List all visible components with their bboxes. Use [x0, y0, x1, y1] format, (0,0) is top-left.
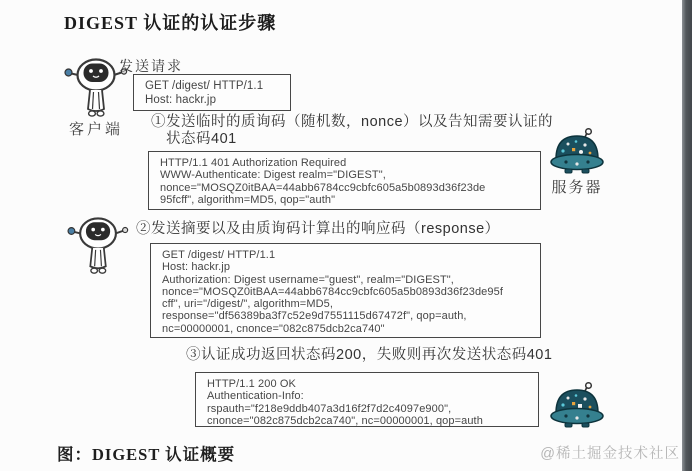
http-line: HTTP/1.1 200 OK — [207, 378, 296, 390]
server-robot-icon — [548, 127, 606, 177]
http-line: nonce="MOSQZ0itBAA=44abb6784cc9cbfc605a5b0893d36f23de95f — [162, 285, 503, 298]
http-401-response-box — [148, 151, 541, 210]
http-line: 95fcff", algorithm=MD5, qop="auth" — [160, 193, 336, 206]
client-robot-icon-2 — [66, 216, 132, 276]
server-label: 服务器 — [551, 179, 603, 196]
http-200-response-box — [195, 372, 539, 427]
http-line: cnonce="082c875dcb2ca740", nc=00000001, qop=auth — [207, 414, 483, 427]
step2-text: ②发送摘要以及由质询码计算出的响应码（response） — [136, 221, 500, 237]
http-auth-request-box — [150, 243, 541, 338]
http-line: Authorization: Digest username="guest", realm="DIGEST", — [162, 273, 454, 286]
step1-text — [151, 114, 553, 147]
http-line: nonce="MOSQZ0itBAA=44abb6784cc9cbfc605a5b0893d36f23de — [160, 181, 486, 194]
client-label: 客户端 — [68, 121, 123, 138]
http-initial-request-box — [133, 74, 291, 111]
server-robot-icon-2 — [548, 381, 606, 431]
page-edge-bar — [682, 0, 692, 471]
http-line: Host: hackr.jp — [145, 93, 217, 106]
http-line: HTTP/1.1 401 Authorization Required — [160, 157, 347, 169]
http-line: Authentication-Info: — [207, 390, 304, 403]
http-line: cff", uri="/digest/", algorithm=MD5, — [162, 298, 334, 311]
http-line: GET /digest/ HTTP/1.1 — [162, 249, 276, 261]
http-line: Host: hackr.jp — [162, 261, 231, 274]
http-line: nc=00000001, cnonce="082c875dcb2ca740" — [162, 322, 385, 335]
step1-line1: ①发送临时的质询码（随机数，nonce）以及告知需要认证的 — [151, 114, 554, 130]
http-line: rspauth="f218e9ddb407a3d16f2f7d2c4097e900", — [207, 402, 452, 415]
step3-text: ③认证成功返回状态码200，失败则再次发送状态码401 — [186, 347, 553, 363]
send-request-label: 发送请求 — [119, 58, 183, 74]
page-title: DIGEST 认证的认证步骤 — [64, 13, 277, 33]
watermark-text: @稀土掘金技术社区 — [540, 446, 680, 462]
figure-caption: 图：DIGEST 认证概要 — [57, 445, 236, 464]
http-line: response="df56389ba3f7c52e9d7551115d67472f", qop=auth, — [162, 310, 467, 323]
http-line: WWW-Authenticate: Digest realm="DIGEST", — [160, 169, 386, 182]
http-line: GET /digest/ HTTP/1.1 — [145, 80, 264, 92]
step1-line2: 状态码401 — [166, 130, 237, 147]
